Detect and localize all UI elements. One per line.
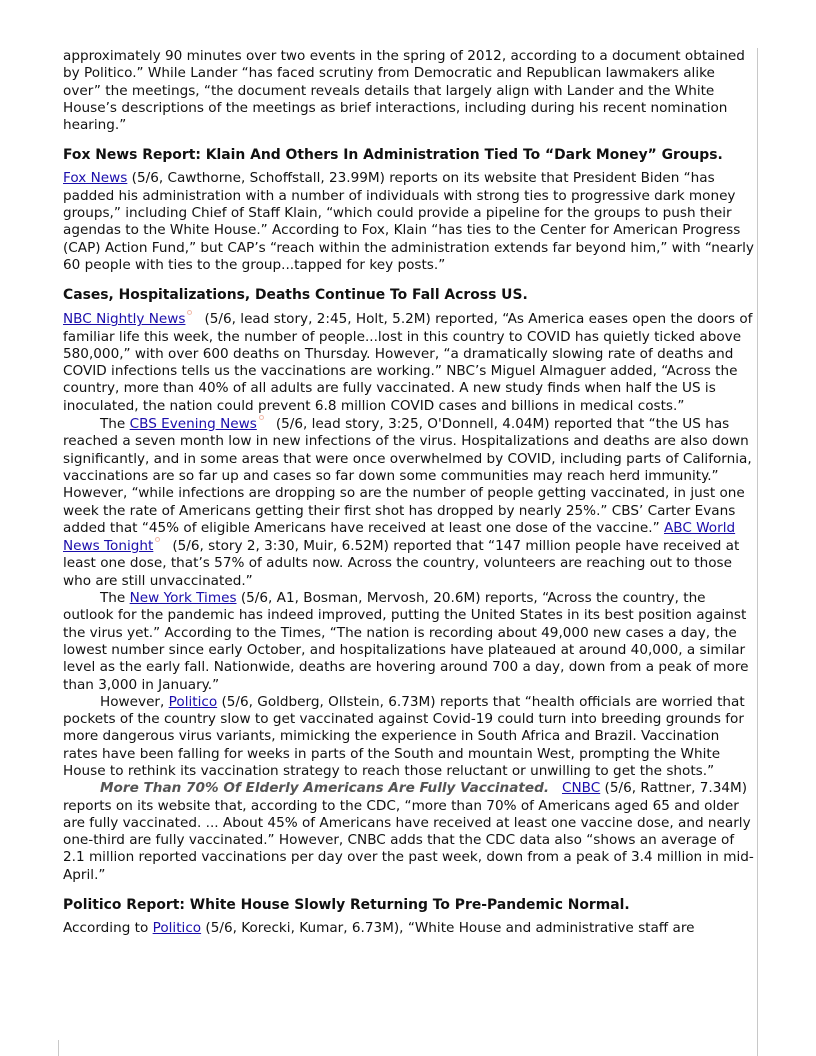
source-link[interactable]: Politico [152, 920, 202, 937]
intro-paragraph: approximately 90 minutes over two events in the spring of 2012, according to a document obtained by Politico.” While Lander “has faced scrutiny from Democratic and Republican lawmakers alike over” the meetings, “the document reveals details that largely align with Lander and the White House’s descriptions of the meetings as brief interactions, including during his recent nomination hearing.” [63, 48, 745, 134]
source-link[interactable]: New York Times [129, 590, 237, 607]
section-paragraph: More Than 70% Of Elderly Americans Are Fully Vaccinated. CNBC (5/6, Rattner, 7.34M) reports on its website that, according to the CDC, “more than 70% of Americans aged 65 and older are fully vaccinated. ... About 45% of Americans have received at least one vaccine dose, and nearly one-third are fully vaccinated.” However, CNBC adds that the CDC data also “shows an average of 2.1 million reported vaccinations per day over the past week, down from a peak of 3.4 million in mid-April.” [63, 780, 754, 883]
right-margin-rule [757, 48, 758, 1056]
source-link[interactable]: Politico [168, 693, 218, 710]
video-icon [155, 537, 160, 542]
source-link[interactable]: CNBC [561, 780, 601, 797]
section-heading: Cases, Hospitalizations, Deaths Continue To Fall Across US. [63, 287, 528, 304]
section-paragraph: NBC Nightly News (5/6, lead story, 2:45, Holt, 5.2M) reported, “As America eases open the doors of familiar life this week, the number of people...lost in this country to COVID has quietly ticked above 580,000,” with over 600 deaths on Thursday. However, “a dramatically slowing rate of deaths and COVID infections tells us the vaccinations are working.” NBC’s Miguel Almaguer added, “Across the country, more than 40% of all adults are fully vaccinated. A new study finds when half the US is inoculated, the nation could prevent 6.8 million COVID cases and billions in medical costs.” [63, 311, 753, 414]
source-link[interactable]: NBC Nightly News [63, 311, 186, 328]
left-margin-rule [58, 1040, 59, 1056]
section-paragraph: However, Politico (5/6, Goldberg, Ollstein, 6.73M) reports that “health officials are worried that pockets of the country slow to get vaccinated against Covid-19 could turn into breeding grounds for more dangerous virus variants, mimicking the experience in South Africa and Brazil. Vaccination rates have been falling for weeks in parts of the South and mountain West, prompting the White House to rethink its vaccination strategy to reach those reluctant or unwilling to get the shots.” [63, 693, 745, 779]
source-link[interactable]: CBS Evening News [129, 416, 257, 433]
video-icon [187, 310, 192, 315]
section-paragraph: Fox News (5/6, Cawthorne, Schoffstall, 23.99M) reports on its website that President Biden “has padded his administration with a number of individuals with strong ties to progressive dark money groups,” including Chief of Staff Klain, “which could provide a pipeline for the groups to push their agendas to the White House.” According to Fox, Klain “has ties to the Center for American Progress (CAP) Action Fund,” but CAP’s “reach within the administration extends far beyond him,” with “nearly 60 people with ties to the group...tapped for key posts.” [63, 170, 754, 273]
section-heading: Politico Report: White House Slowly Returning To Pre-Pandemic Normal. [63, 897, 630, 914]
section-paragraph: The CBS Evening News (5/6, lead story, 3:25, O'Donnell, 4.04M) reported that “the US has reached a seven month low in new infections of the virus. Hospitalizations and deaths are also down significantly, and in some areas that were once overwhelmed by COVID, including parts of California, vaccinations are so far up and cases so far down some communities may reach herd immunity.” However, “while infections are dropping so are the number of people getting vaccinated, in just one week the rate of Americans getting their first shot has dropped by nearly 25%.” CBS’ Carter Evans added that “45% of eligible Americans have received at least one dose of the vaccine.” ABC World News Tonight (5/6, story 2, 3:30, Muir, 6.52M) reported that “147 million people have received at least one dose, that’s 57% of adults now. Across the country, volunteers are reaching out to those who are still unvaccinated.” [63, 416, 752, 589]
section-paragraph: According to Politico (5/6, Korecki, Kumar, 6.73M), “White House and administrative staff are [63, 920, 695, 937]
document-body [63, 48, 755, 937]
section-paragraph: The New York Times (5/6, A1, Bosman, Mervosh, 20.6M) reports, “Across the country, the outlook for the pandemic has indeed improved, putting the United States in its best position against the virus yet.” According to the Times, “The nation is recording about 49,000 new cases a day, the lowest number since early October, and hospitalizations have plateaued at around 40,000, a similar level as the early fall. Nationwide, deaths are hovering around 700 a day, down from a peak of more than 3,000 in January.” [63, 590, 749, 693]
subheading: More Than 70% Of Elderly Americans Are Fully Vaccinated. [100, 780, 550, 797]
source-link[interactable]: Fox News [63, 170, 128, 187]
section-heading: Fox News Report: Klain And Others In Administration Tied To “Dark Money” Groups. [63, 147, 723, 164]
source-link[interactable]: ABC World News Tonight [63, 519, 736, 555]
video-icon [259, 415, 264, 420]
